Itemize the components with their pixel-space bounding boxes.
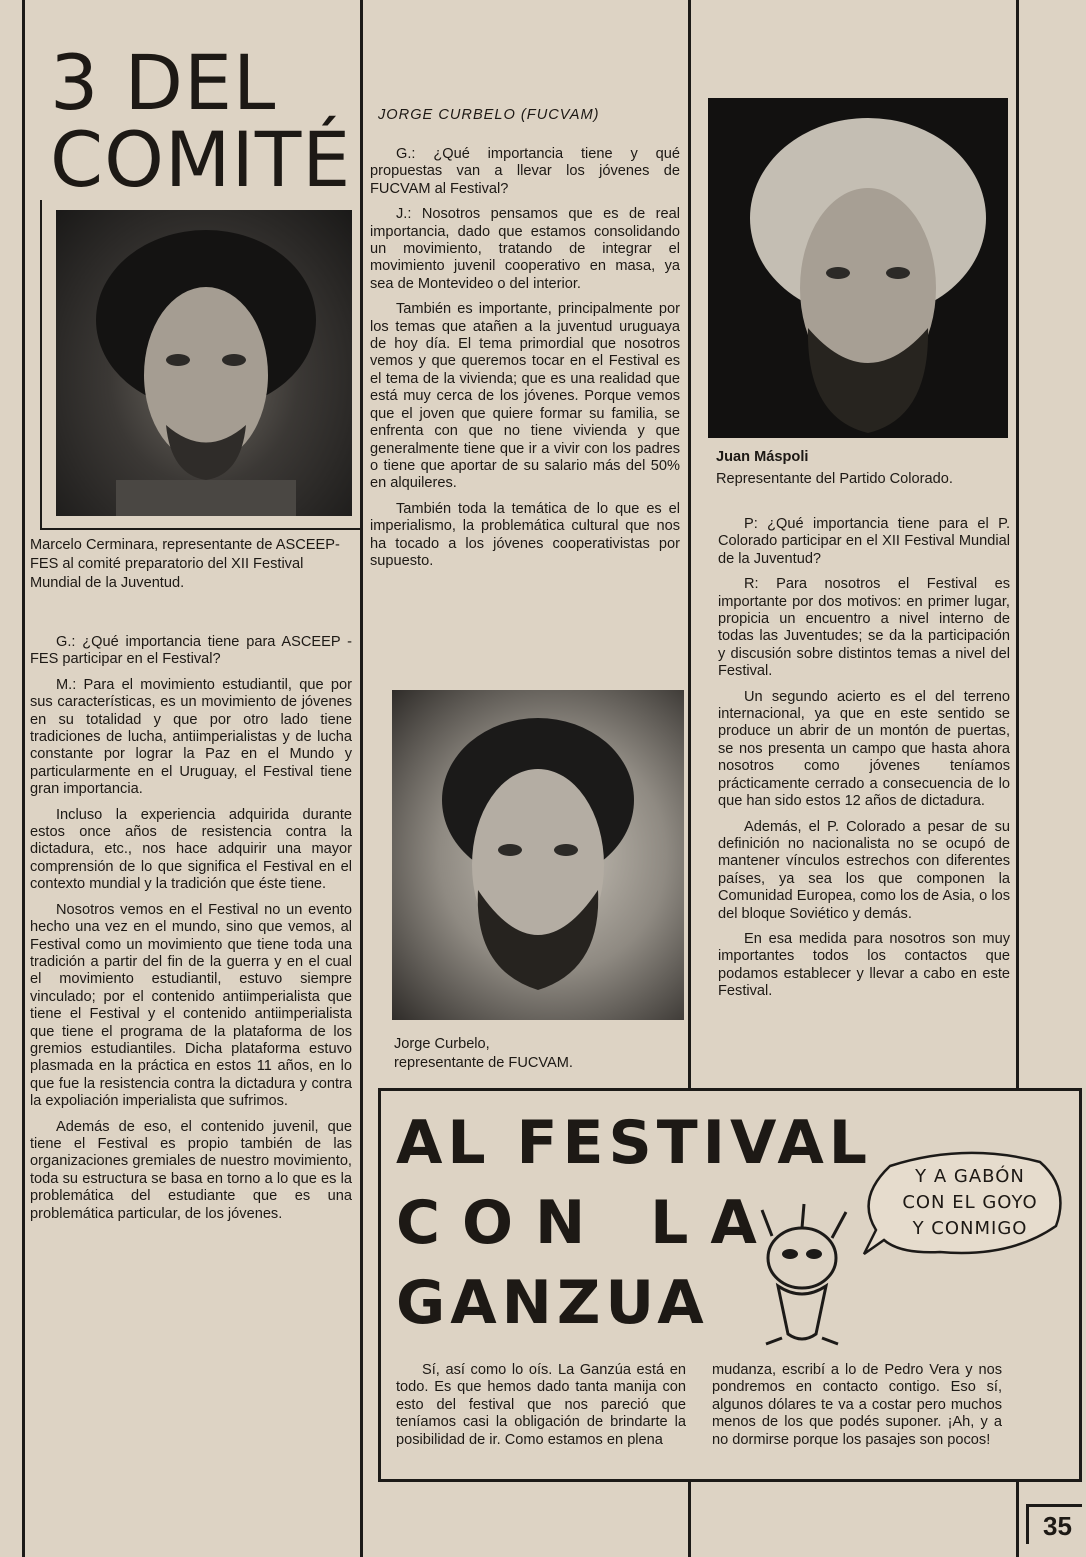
title-box-bottom <box>40 528 360 530</box>
ganzua-headline-line-1: AL FESTIVAL <box>396 1108 873 1178</box>
ganzua-text-left: Sí, así como lo oís. La Ganzúa está en todo. Es que hemos dado tanta manija con esto del festival que nos pareció que teníamos casi la obligación de brindarte la posibilidad de ir. Como estamos en plena <box>396 1362 686 1448</box>
right-column-text <box>718 516 1010 1009</box>
portrait-photo-marcelo <box>56 210 352 516</box>
paragraph: J.: Nosotros pensamos que es de real importancia, dado que estamos consolidando un movimiento, tratando de integrar el movimiento juvenil cooperativo en masa, ya sea de Montevideo o del interior. <box>370 206 680 292</box>
caption-jorge-line-2: representante de FUCVAM. <box>394 1055 573 1071</box>
ganzua-headline-line-2: CON LA <box>396 1188 779 1258</box>
paragraph: P: ¿Qué importancia tiene para el P. Colorado participar en el XII Festival Mundial de la Juventud? <box>718 516 1010 567</box>
bubble-text-line-1: Y A GABÓN <box>915 1166 1025 1187</box>
paragraph: Un segundo acierto es el del terreno internacional, ya que en este sentido se produce un abrir de un montón de puertas, se nos presenta un campo que hasta ahora nosotros como jóvenes teníamos prácticamente cerrado a consecuencia de lo que han sido estos 12 años de dictadura. <box>718 688 1010 810</box>
portrait-photo-juan <box>708 98 1008 438</box>
paragraph: En esa medida para nosotros son muy importantes todos los contactos que podamos establecer y llevar a cabo en este Festival. <box>718 930 1010 1000</box>
portrait-photo-jorge <box>392 690 684 1020</box>
portrait-icon <box>392 690 684 1020</box>
bubble-text-line-2: CON EL GOYO <box>902 1192 1038 1213</box>
paragraph: Nosotros vemos en el Festival no un evento hecho una vez en el mundo, sino que vemos, al Festival como un movimiento que tiene toda una tradición a partir del fin de la guerra y en el cual el movimiento estudiantil, estuvo siempre vinculado; por el contenido antiimperialista que tiene el Festival y el contenido antiimperialista que tiene el programa de la plataforma de los gremios estudiantiles. Dicha plataforma estuvo plasmada en la práctica en estos 11 años, en lo que fue la resistencia contra la dictadura y contra la expoliación imperialista que sufrimos. <box>30 901 352 1110</box>
column-divider-1 <box>360 0 363 1557</box>
caption-juan-role: Representante del Partido Colorado. <box>716 471 953 487</box>
portrait-icon <box>708 98 1008 438</box>
caption-marcelo: Marcelo Cerminara, representante de ASCEEP-FES al comité preparatorio del XII Festival Mundial de la Juventud. <box>30 537 340 591</box>
caption-jorge-line-1: Jorge Curbelo, <box>394 1036 490 1052</box>
paragraph: También toda la temática de lo que es el imperialismo, la problemática cultural que nos ha tocado a los jóvenes cooperativistas por supuesto. <box>370 500 680 569</box>
paragraph: Además, el P. Colorado a pesar de su definición no nacionalista no se ocupó de mantener vínculos estrechos con diferentes países, ya sea los que componen la Comunidad Europea, como los de Asia, o los del bloque Soviético y demás. <box>718 818 1010 922</box>
page-title-line-1: 3 DEL <box>50 38 277 127</box>
left-column-text <box>30 634 352 1231</box>
paragraph: Incluso la experiencia adquirida durante estos once años de resistencia contra la dictadura, etc., nos hace adquirir una mayor comprensión de lo que significa el Festival en el contexto mundial y la tradición que éste tiene. <box>30 806 352 893</box>
ganzua-headline-line-3: GANZUA <box>396 1268 709 1338</box>
middle-column-text <box>370 146 680 578</box>
title-box-left <box>40 200 42 530</box>
left-border-rule <box>22 0 25 1557</box>
page-title-line-2: COMITÉ <box>50 115 352 204</box>
section-title-fucvam: JORGE CURBELO (FUCVAM) <box>378 107 600 123</box>
paragraph: M.: Para el movimiento estudiantil, que por sus características, es un movimiento de jóvenes en su totalidad y que por otro lado tiene tradiciones de lucha, antiimperialistas y de lucha constante por lograr la Paz en el Mundo y particularmente en el Uruguay, el Festival tiene gran importancia. <box>30 676 352 798</box>
paragraph: Además de eso, el contenido juvenil, que tiene el Festival es propio también de las organizaciones gremiales de nuestro movimiento, toda su estructura se basa en torno a lo que es la problemática del estudiante que es una problemática particular, de los jóvenes. <box>30 1118 352 1222</box>
ganzua-text-right: mudanza, escribí a lo de Pedro Vera y nos pondremos en contacto contigo. Eso sí, algunos dólares te va a costar pero muchos menos de los que podés suponer. ¡Ah, y a no dormirse porque los pasajes son pocos! <box>712 1362 1002 1448</box>
caption-juan-name: Juan Máspoli <box>716 449 809 465</box>
paragraph: G.: ¿Qué importancia tiene para ASCEEP - FES participar en el Festival? <box>30 634 352 668</box>
paragraph: También es importante, principalmente por los temas que atañen a la juventud uruguaya de hoy día. El tema primordial que nosotros vemos y que queremos tocar en el Festival es el tema de la vivienda; que es una realidad que está muy cerca de los jóvenes. Porque vemos que el joven que quiere formar su familia, se enfrenta con que no tiene vivienda y que generalmente tiene que ir a vivir con los padres o tiene que aportar de su salario más del 50% en alquileres. <box>370 301 680 492</box>
portrait-icon <box>56 210 352 516</box>
paragraph: R: Para nosotros el Festival es importante por dos motivos: en primer lugar, propicia un encuentro a nivel interno de todas las Juventudes; se da la participación y discusión sobre distintos temas a nivel del Festival. <box>718 576 1010 680</box>
page-number: 35 <box>1026 1504 1082 1544</box>
paragraph: G.: ¿Qué importancia tiene y qué propuestas van a llevar los jóvenes de FUCVAM al Festival? <box>370 146 680 197</box>
bubble-text-line-3: Y CONMIGO <box>912 1218 1028 1239</box>
